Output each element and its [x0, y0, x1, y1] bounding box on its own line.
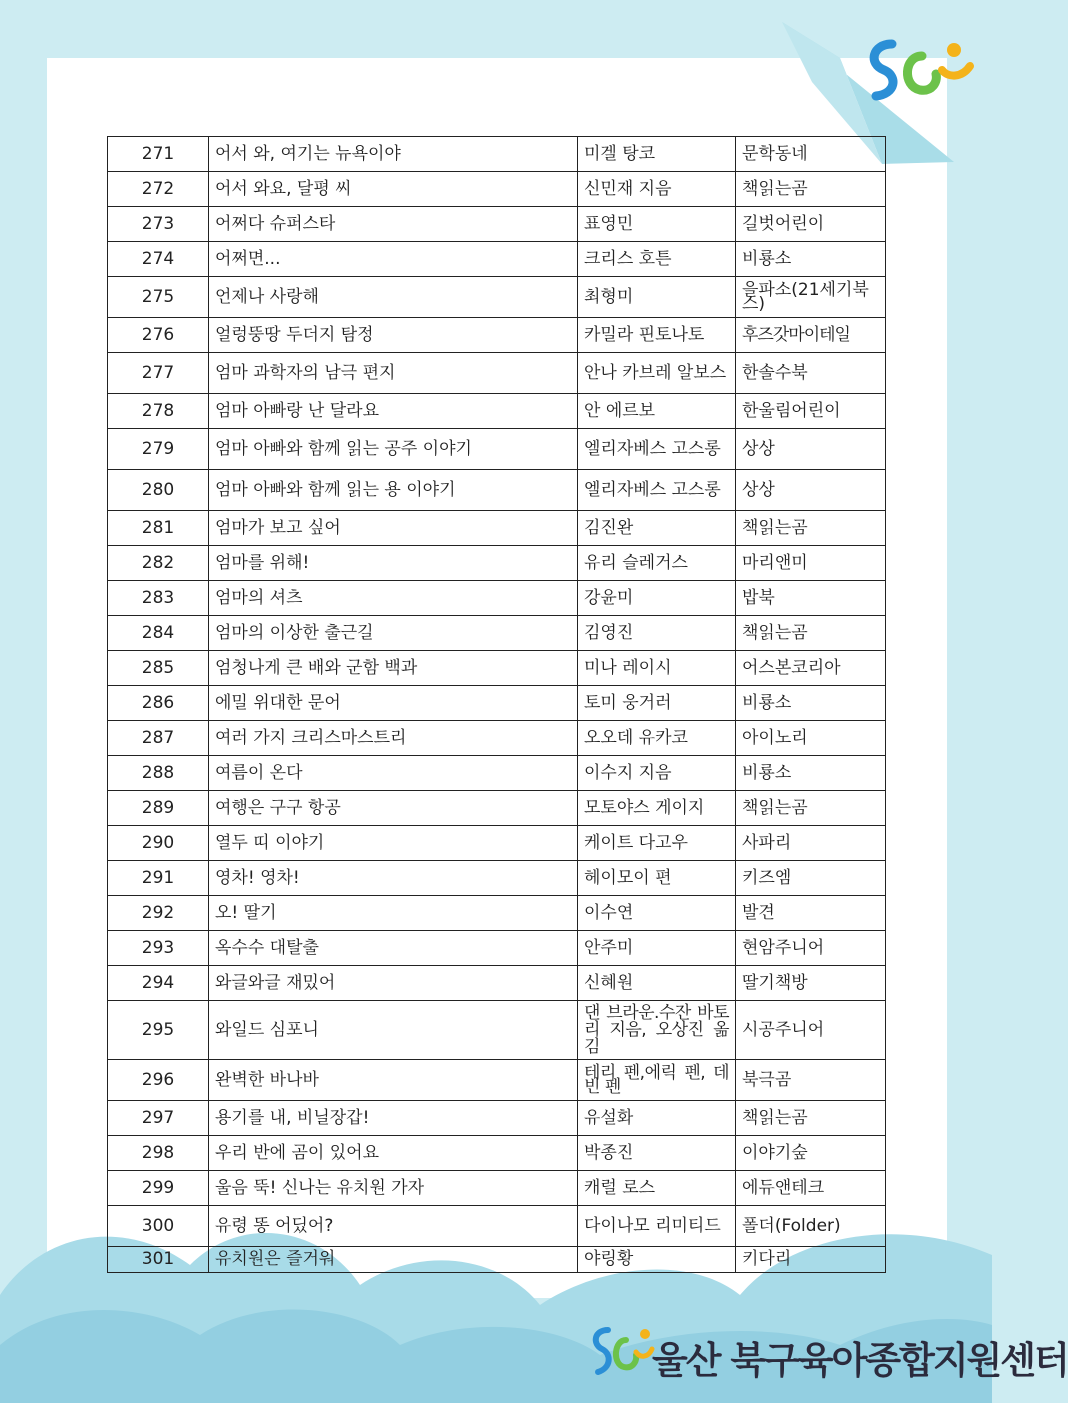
book-number: 287	[108, 721, 209, 756]
book-publisher: 시공주니어	[736, 1001, 886, 1060]
book-author: 엘리자베스 고스롱	[578, 429, 736, 470]
table-row	[108, 616, 886, 651]
book-title: 우리 반에 곰이 있어요	[209, 1136, 578, 1171]
book-number: 277	[108, 353, 209, 394]
book-number: 271	[108, 137, 209, 172]
center-logo-icon	[590, 1322, 654, 1382]
book-publisher: 책읽는곰	[736, 511, 886, 546]
table-row	[108, 318, 886, 353]
table-row	[108, 242, 886, 277]
book-author: 케이트 다고우	[578, 826, 736, 861]
book-title: 어쩌면...	[209, 242, 578, 277]
table-row	[108, 470, 886, 511]
book-number: 273	[108, 207, 209, 242]
book-title: 오! 딸기	[209, 896, 578, 931]
book-publisher: 후즈갓마이테일	[736, 318, 886, 353]
book-list-table	[107, 136, 886, 1273]
book-title: 유령 똥 어딨어?	[209, 1206, 578, 1247]
book-title: 어쩌다 슈퍼스타	[209, 207, 578, 242]
book-title: 여름이 온다	[209, 756, 578, 791]
book-publisher: 현암주니어	[736, 931, 886, 966]
book-number: 284	[108, 616, 209, 651]
book-publisher: 비룡소	[736, 756, 886, 791]
book-title: 여행은 구구 항공	[209, 791, 578, 826]
book-title: 용기를 내, 비닐장갑!	[209, 1101, 578, 1136]
book-author: 테리 펜,에릭 펜, 데빈 펜	[578, 1060, 736, 1101]
book-title: 엄마의 이상한 출근길	[209, 616, 578, 651]
book-publisher: 책읽는곰	[736, 616, 886, 651]
book-publisher: 상상	[736, 429, 886, 470]
book-author: 안나 카브레 알보스	[578, 353, 736, 394]
book-number: 282	[108, 546, 209, 581]
book-publisher: 비룡소	[736, 242, 886, 277]
book-title: 울음 뚝! 신나는 유치원 가자	[209, 1171, 578, 1206]
book-number: 288	[108, 756, 209, 791]
book-publisher: 에듀앤테크	[736, 1171, 886, 1206]
table-row	[108, 791, 886, 826]
book-author: 야링황	[578, 1247, 736, 1273]
book-publisher: 책읽는곰	[736, 1101, 886, 1136]
book-author: 모토야스 게이지	[578, 791, 736, 826]
book-title: 엄마가 보고 싶어	[209, 511, 578, 546]
book-author: 엘리자베스 고스롱	[578, 470, 736, 511]
book-publisher: 발견	[736, 896, 886, 931]
book-title: 얼렁뚱땅 두더지 탐정	[209, 318, 578, 353]
table-row	[108, 1247, 886, 1273]
book-publisher: 폴더(Folder)	[736, 1206, 886, 1247]
book-publisher: 문학동네	[736, 137, 886, 172]
book-number: 278	[108, 394, 209, 429]
book-number: 276	[108, 318, 209, 353]
table-row	[108, 511, 886, 546]
book-number: 274	[108, 242, 209, 277]
book-publisher: 상상	[736, 470, 886, 511]
book-number: 289	[108, 791, 209, 826]
book-author: 이수지 지음	[578, 756, 736, 791]
book-author: 이수연	[578, 896, 736, 931]
book-author: 크리스 호튼	[578, 242, 736, 277]
book-number: 279	[108, 429, 209, 470]
book-author: 미겔 탕코	[578, 137, 736, 172]
table-row	[108, 207, 886, 242]
table-row	[108, 686, 886, 721]
book-publisher: 키다리	[736, 1247, 886, 1273]
book-number: 301	[108, 1247, 209, 1273]
table-row	[108, 172, 886, 207]
book-number: 295	[108, 1001, 209, 1060]
book-author: 댄 브라운.수잔 바토리 지음, 오상진 옮김	[578, 1001, 736, 1060]
book-title: 유치원은 즐거워	[209, 1247, 578, 1273]
book-title: 옥수수 대탈출	[209, 931, 578, 966]
book-author: 캐럴 로스	[578, 1171, 736, 1206]
book-author: 김진완	[578, 511, 736, 546]
book-title: 엄마의 셔츠	[209, 581, 578, 616]
book-number: 297	[108, 1101, 209, 1136]
book-number: 286	[108, 686, 209, 721]
table-row	[108, 1136, 886, 1171]
book-author: 강윤미	[578, 581, 736, 616]
book-author: 표영민	[578, 207, 736, 242]
book-publisher: 한울림어린이	[736, 394, 886, 429]
book-title: 열두 띠 이야기	[209, 826, 578, 861]
book-number: 291	[108, 861, 209, 896]
book-title: 엄청나게 큰 배와 군함 백과	[209, 651, 578, 686]
book-publisher: 아이노리	[736, 721, 886, 756]
book-title: 여러 가지 크리스마스트리	[209, 721, 578, 756]
book-number: 298	[108, 1136, 209, 1171]
book-publisher: 사파리	[736, 826, 886, 861]
footer-brand	[590, 1320, 1068, 1390]
book-publisher: 길벗어린이	[736, 207, 886, 242]
book-number: 272	[108, 172, 209, 207]
org-name: 울산 북구육아종합지원센터	[652, 1339, 1068, 1382]
book-number: 293	[108, 931, 209, 966]
book-number: 275	[108, 277, 209, 318]
table-row	[108, 651, 886, 686]
book-author: 유리 슬레거스	[578, 546, 736, 581]
table-row	[108, 721, 886, 756]
book-number: 285	[108, 651, 209, 686]
book-title: 엄마 과학자의 남극 편지	[209, 353, 578, 394]
table-row	[108, 826, 886, 861]
book-publisher: 한솔수북	[736, 353, 886, 394]
book-title: 에밀 위대한 문어	[209, 686, 578, 721]
book-author: 헤이모이 편	[578, 861, 736, 896]
book-author: 유설화	[578, 1101, 736, 1136]
table-row	[108, 394, 886, 429]
book-title: 완벽한 바나바	[209, 1060, 578, 1101]
book-publisher: 밥북	[736, 581, 886, 616]
table-row	[108, 1101, 886, 1136]
table-row	[108, 581, 886, 616]
book-title: 엄마 아빠와 함께 읽는 공주 이야기	[209, 429, 578, 470]
book-number: 281	[108, 511, 209, 546]
table-row	[108, 966, 886, 1001]
book-author: 신혜원	[578, 966, 736, 1001]
book-number: 290	[108, 826, 209, 861]
table-row	[108, 861, 886, 896]
book-number: 294	[108, 966, 209, 1001]
book-author: 토미 웅거러	[578, 686, 736, 721]
book-publisher: 마리앤미	[736, 546, 886, 581]
book-number: 292	[108, 896, 209, 931]
book-author: 안주미	[578, 931, 736, 966]
book-title: 엄마를 위해!	[209, 546, 578, 581]
book-title: 어서 와요, 달평 씨	[209, 172, 578, 207]
table-row	[108, 896, 886, 931]
book-title: 언제나 사랑해	[209, 277, 578, 318]
book-title: 와글와글 재밌어	[209, 966, 578, 1001]
book-title: 어서 와, 여기는 뉴욕이야	[209, 137, 578, 172]
book-author: 오오데 유카코	[578, 721, 736, 756]
book-publisher: 키즈엠	[736, 861, 886, 896]
book-publisher: 책읽는곰	[736, 791, 886, 826]
book-title: 엄마 아빠랑 난 달라요	[209, 394, 578, 429]
book-author: 신민재 지음	[578, 172, 736, 207]
table-row	[108, 1206, 886, 1247]
table-row	[108, 1060, 886, 1101]
table-row	[108, 756, 886, 791]
book-author: 다이나모 리미티드	[578, 1206, 736, 1247]
center-logo-icon	[862, 34, 980, 102]
book-number: 300	[108, 1206, 209, 1247]
table-row	[108, 277, 886, 318]
book-title: 엄마 아빠와 함께 읽는 용 이야기	[209, 470, 578, 511]
table-row	[108, 1001, 886, 1060]
book-number: 296	[108, 1060, 209, 1101]
book-number: 283	[108, 581, 209, 616]
book-author: 미나 레이시	[578, 651, 736, 686]
book-author: 안 에르보	[578, 394, 736, 429]
table-row	[108, 931, 886, 966]
table-row	[108, 1171, 886, 1206]
book-publisher: 북극곰	[736, 1060, 886, 1101]
book-publisher: 책읽는곰	[736, 172, 886, 207]
book-author: 카밀라 핀토나토	[578, 318, 736, 353]
book-title: 와일드 심포니	[209, 1001, 578, 1060]
book-author: 김영진	[578, 616, 736, 651]
book-publisher: 딸기책방	[736, 966, 886, 1001]
book-publisher: 어스본코리아	[736, 651, 886, 686]
book-author: 박종진	[578, 1136, 736, 1171]
book-publisher: 을파소(21세기북스)	[736, 277, 886, 318]
table-row	[108, 353, 886, 394]
book-publisher: 이야기숲	[736, 1136, 886, 1171]
book-author: 최형미	[578, 277, 736, 318]
book-number: 299	[108, 1171, 209, 1206]
book-title: 영차! 영차!	[209, 861, 578, 896]
book-publisher: 비룡소	[736, 686, 886, 721]
book-number: 280	[108, 470, 209, 511]
table-row	[108, 546, 886, 581]
table-row	[108, 429, 886, 470]
table-row	[108, 137, 886, 172]
